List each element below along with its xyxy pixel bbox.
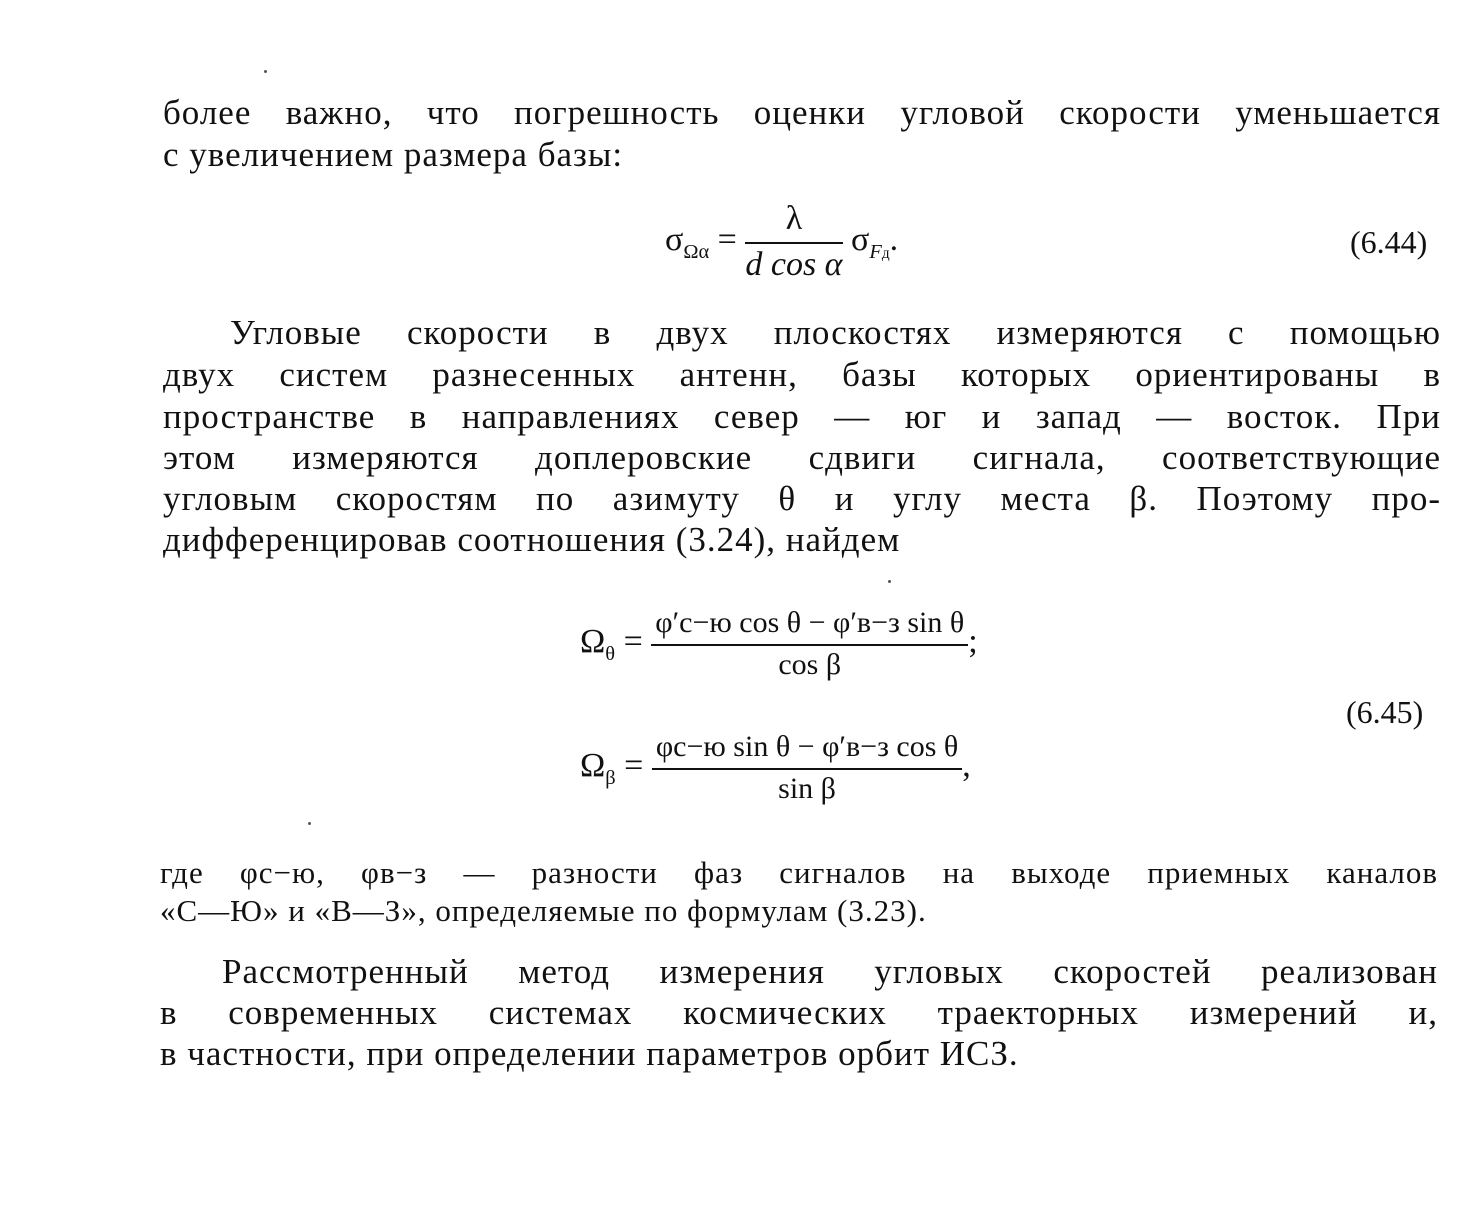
paragraph-2-line-4: этом измеряются доплеровские сдвиги сигнала, соответствующие [163,438,1441,477]
paragraph-2-line-6: дифференцировав соотношения (3.24), найдем [163,520,901,559]
eq645a-lhs: $\Omega_\theta$ [580,622,616,665]
eq645b-denominator: sin β [778,772,836,805]
eq645b-equals: = [624,746,644,784]
note-line-2: «С—Ю» и «В—З», определяемые по формулам (3.23). [160,893,927,928]
paragraph-1-line-1: более важно, что погрешность оценки угловой скорости уменьшается [163,93,1441,132]
eq644-equals: = [717,220,737,258]
eq645b-lhs: $\Omega_\beta$ [580,746,616,789]
eq645b-fraction [652,730,962,806]
eq645b-numerator: φс−ю sin θ − φ′в−з cos θ [652,730,962,770]
eq645a-equals: = [623,622,643,660]
equation-number-6-44: (6.44) [1350,224,1428,260]
eq645a-denominator: cos β [778,648,842,681]
eq644-rhs: $\sigma_{Fд}$. [851,220,899,263]
eq644-lhs: $\sigma_{\Omega\alpha}$ [665,220,710,263]
scan-speck [308,822,311,825]
equation-6-45-omega-beta [580,730,971,806]
paragraph-2-line-1: Угловые скорости в двух плоскостях измеряются с помощью [230,313,1441,352]
equation-number-6-45: (6.45) [1346,694,1424,730]
equation-6-45-omega-theta [580,606,978,682]
note-line-1: где φс−ю, φв−з — разности фаз сигналов на выходе приемных каналов [160,855,1438,890]
paragraph-2-line-5: угловым скоростям по азимуту θ и углу места β. Поэтому про- [163,479,1441,518]
eq644-denominator: d cos α [745,246,843,283]
paragraph-3-line-3: в частности, при определении параметров орбит ИСЗ. [160,1034,1019,1073]
paragraph-3-line-2: в современных системах космических траекторных измерений и, [160,993,1438,1032]
eq645a-trail: ; [968,622,978,660]
equation-6-44 [665,200,898,284]
paragraph-2-line-2: двух систем разнесенных антенн, базы которых ориентированы в [163,355,1441,394]
eq645a-numerator: φ′с−ю cos θ − φ′в−з sin θ [651,606,968,646]
scan-speck [264,70,267,73]
paragraph-1-line-2: с увеличением размера базы: [163,135,624,174]
eq645b-trail: , [962,746,971,784]
scan-speck [888,580,891,583]
paragraph-3-line-1: Рассмотренный метод измерения угловых скоростей реализован [222,952,1438,991]
eq644-numerator: λ [745,200,842,244]
paragraph-2-line-3: пространстве в направлениях север — юг и запад — восток. При [163,397,1441,436]
eq645a-fraction [651,606,968,682]
eq644-fraction [745,200,842,284]
